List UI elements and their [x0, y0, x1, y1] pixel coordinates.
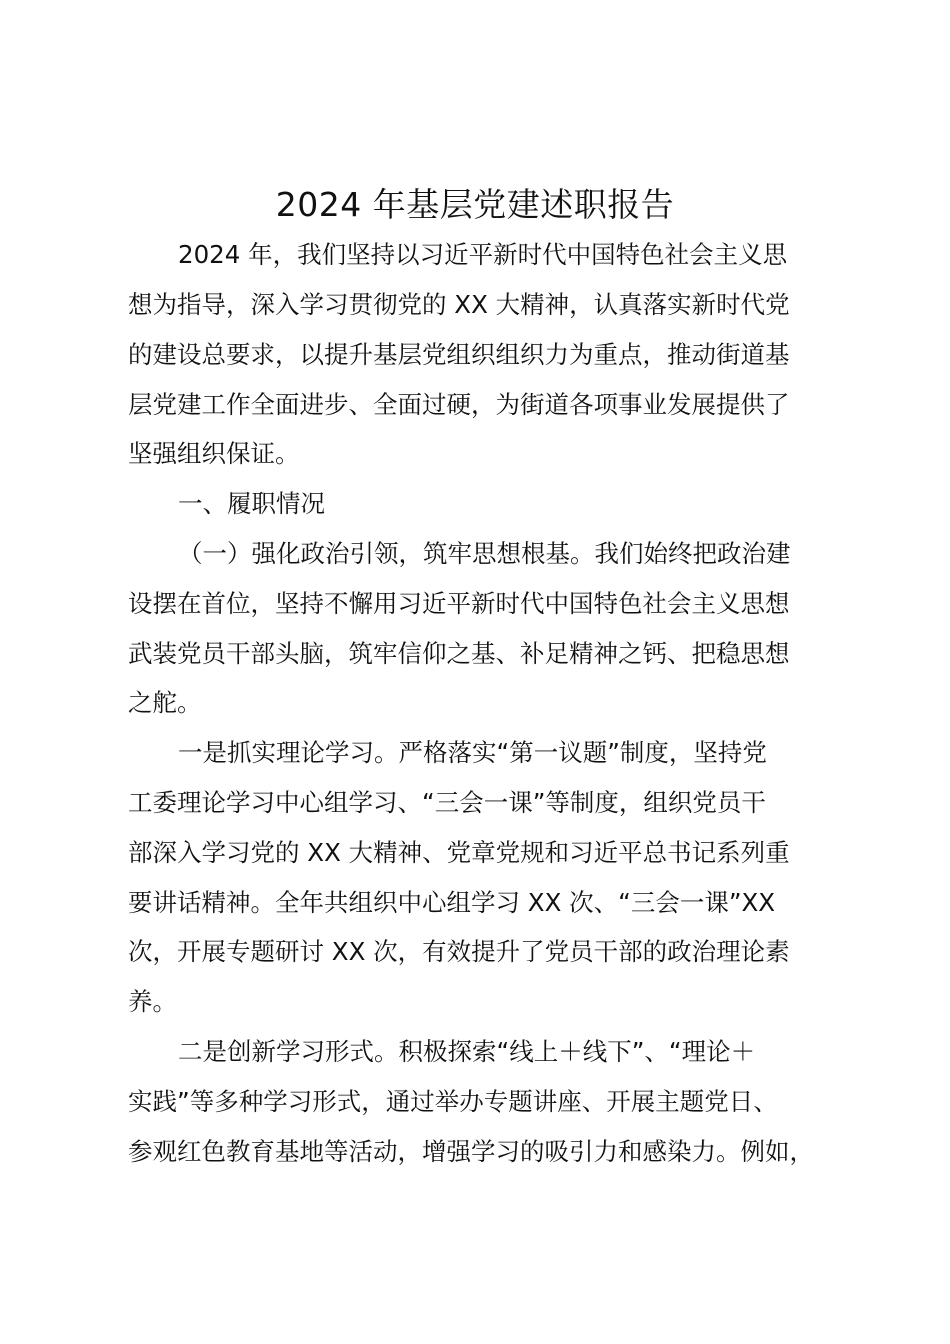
body-line: 武装党员干部头脑，筑牢信仰之基、补足精神之钙、把稳思想 [128, 639, 790, 668]
body-line: 坚强组织保证。 [128, 439, 300, 468]
body-line: 二是创新学习形式。积极探索“线上＋线下”、“理论＋ [178, 1037, 756, 1066]
body-line: 部深入学习党的 XX 大精神、党章党规和习近平总书记系列重 [128, 838, 790, 867]
body-line: 次，开展专题研讨 XX 次，有效提升了党员干部的政治理论素 [128, 937, 790, 966]
body-line: 要讲话精神。全年共组织中心组学习 XX 次、“三会一课”XX [128, 888, 776, 917]
body-line: 参观红色教育基地等活动，增强学习的吸引力和感染力。例如， [128, 1137, 814, 1166]
body-line: 一是抓实理论学习。严格落实“第一议题”制度，坚持党 [178, 738, 767, 767]
body-line: 工委理论学习中心组学习、“三会一课”等制度，组织党员干 [128, 788, 766, 817]
body-line: 养。 [128, 987, 177, 1016]
body-line: 想为指导，深入学习贯彻党的 XX 大精神，认真落实新时代党 [128, 290, 790, 319]
subsection-heading-line: （一）强化政治引领，筑牢思想根基。我们始终把政治建 [178, 539, 791, 568]
body-line: 层党建工作全面进步、全面过硬，为街道各项事业发展提供了 [128, 390, 790, 419]
document-title: 2024 年基层党建述职报告 [275, 185, 675, 224]
body-line: 之舵。 [128, 688, 202, 717]
body-line: 设摆在首位，坚持不懈用习近平新时代中国特色社会主义思想 [128, 589, 790, 618]
body-line: 2024 年，我们坚持以习近平新时代中国特色社会主义思 [178, 240, 788, 269]
body-line: 的建设总要求，以提升基层党组织组织力为重点，推动街道基 [128, 340, 790, 369]
body-line: 实践”等多种学习形式，通过举办专题讲座、开展主题党日、 [128, 1087, 778, 1116]
section-heading: 一、履职情况 [178, 489, 325, 518]
